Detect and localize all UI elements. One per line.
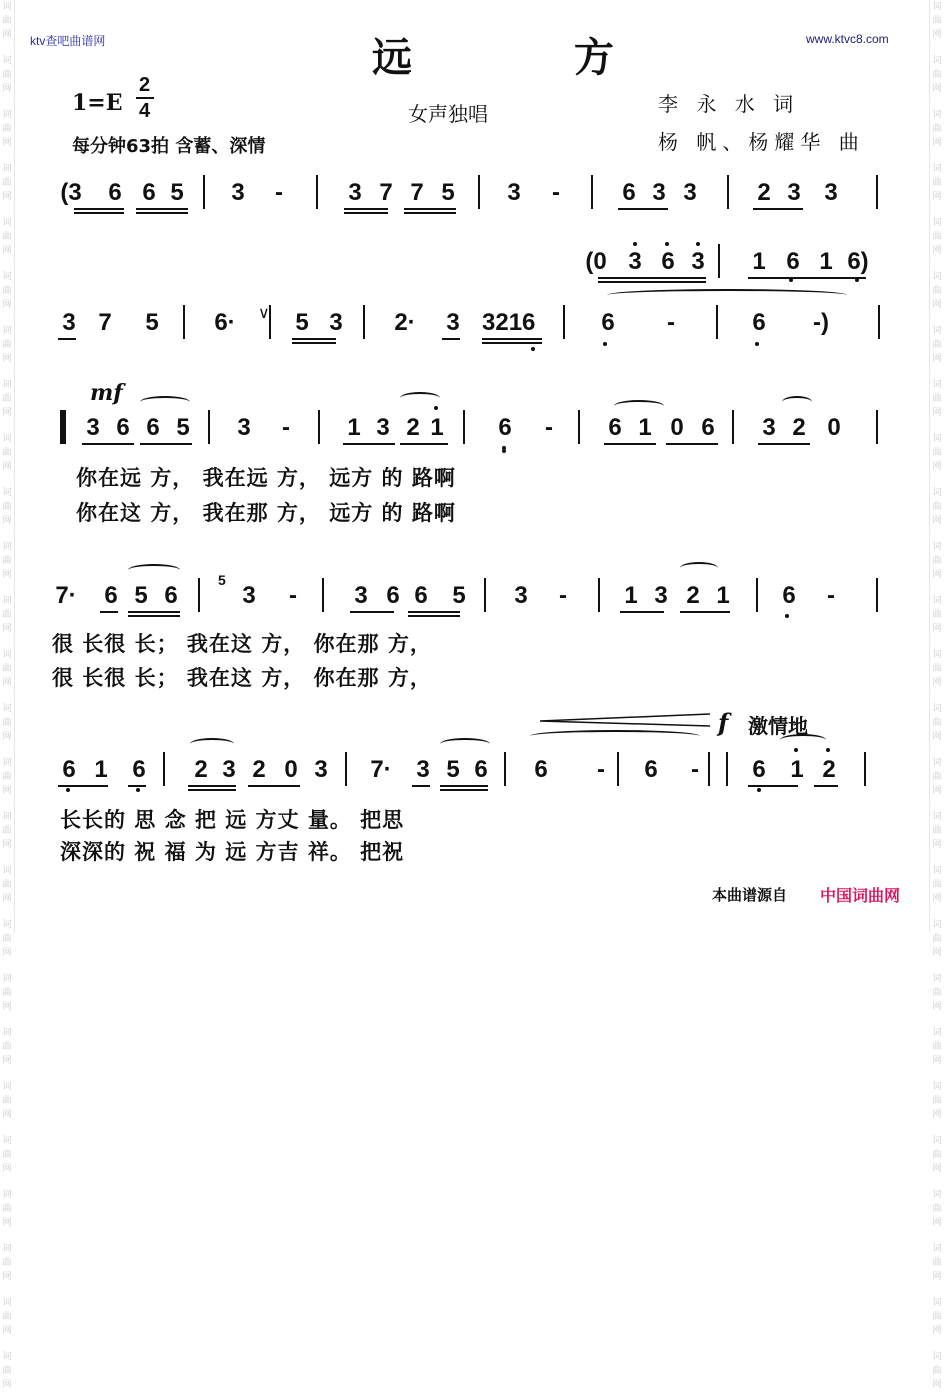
octave-dot [855,278,859,282]
underline [248,785,300,787]
note: 5 [170,179,184,206]
octave-dot [826,748,830,752]
note: 6 [752,309,766,336]
lyric-row-4-verse-2: 很 长很 长； 我在这 方， 你在那 方， [52,665,432,690]
note: 3 [348,179,362,206]
barline [598,578,600,612]
underline [618,208,668,210]
note: 6 [601,309,615,336]
staff-row-2 [0,305,943,345]
note: 2 [252,756,266,783]
note: 5 [134,582,148,609]
side-watermark-text: 词曲网 [932,2,942,40]
barline [163,752,165,786]
source-site-link[interactable]: 中国词曲网 [820,886,901,905]
underline [82,443,134,445]
tie-arc [400,392,440,404]
note: 1 [638,414,652,441]
note: 5 [145,309,159,336]
note: 6 [116,414,130,441]
repeat-barline [60,410,66,444]
note: 3 [762,414,776,441]
lyric-row-3-verse-1: 你在远 方， 我在远 方， 远方 的 路啊 [76,465,456,490]
tie-arc [782,396,812,408]
note: 6 [474,756,488,783]
side-watermark-text: 词曲网 [932,164,942,202]
side-watermark-text: 词曲网 [2,56,12,94]
note: 3 [329,309,343,336]
note: 6 [414,582,428,609]
note: 6 [701,414,715,441]
note: 1 [716,582,730,609]
note: 6 [752,756,766,783]
side-watermark-text: 词曲网 [2,488,12,526]
barline [718,244,720,278]
note: 2· [394,309,416,336]
side-watermark-text: 词曲网 [2,974,12,1012]
note: - [552,179,560,206]
note: 3 [86,414,100,441]
octave-dot [696,242,700,246]
note: 3 [787,179,801,206]
side-watermark-text: 词曲网 [932,1244,942,1282]
side-watermark-text: 词曲网 [2,596,12,634]
note: - [667,309,675,336]
note: 1 [430,414,444,441]
staff-row-1 [0,175,943,215]
barline [716,305,718,339]
side-watermark-text: 词曲网 [2,866,12,904]
note: 3 [222,756,236,783]
tie-arc [190,738,234,750]
side-watermark-text: 词曲网 [932,704,942,742]
note: -) [813,309,829,336]
note: 5 [446,756,460,783]
side-watermark-text: 词曲网 [2,704,12,742]
note: 6 [386,582,400,609]
note: 2 [792,414,806,441]
note: 7 [410,179,424,206]
right-header-watermark: www.ktvc8.com [806,32,889,46]
tie-arc [780,734,826,746]
side-watermark-text: 词曲网 [2,920,12,958]
barline [504,752,506,786]
note: 1 [790,756,804,783]
octave-dot [794,748,798,752]
note: - [275,179,283,206]
side-watermark-text: 词曲网 [932,596,942,634]
barline [345,752,347,786]
note: 3 [824,179,838,206]
note: 6 [146,414,160,441]
side-watermark-text: 词曲网 [2,2,12,40]
side-watermark-text: 词曲网 [2,1082,12,1120]
underline [136,208,188,214]
barline [876,410,878,444]
octave-dot [531,347,535,351]
right-watermark-strip [929,0,944,1390]
underline [100,611,118,613]
barline [484,578,486,612]
octave-dot [603,342,607,346]
barline [591,175,593,209]
note: 3 [354,582,368,609]
side-watermark-text: 词曲网 [932,110,942,148]
underline [412,785,430,787]
underline [758,443,810,445]
note: 1 [94,756,108,783]
side-watermark-text: 词曲网 [932,758,942,796]
note: - [597,756,605,783]
underline [408,611,460,617]
note: 6· [214,309,236,336]
note: 3 [691,248,705,275]
note: 6 [498,414,512,441]
side-watermark-text: 词曲网 [2,272,12,310]
lyric-row-4-verse-1: 很 长很 长； 我在这 方， 你在那 方， [52,631,432,656]
side-watermark-text: 词曲网 [2,110,12,148]
tie-arc [614,400,664,412]
time-signature-top: 2 [139,74,151,96]
barline [363,305,365,339]
underline [814,785,838,787]
underline [58,338,76,340]
expression-text: 激情地 [748,714,808,738]
underline [604,443,656,445]
tie-arc [530,730,700,742]
barline [617,752,619,786]
composer: 杨 帆、杨耀华 曲 [658,130,865,154]
note: 3 [683,179,697,206]
side-watermark-text: 词曲网 [932,218,942,256]
note: 7 [98,309,112,336]
note: 1 [819,248,833,275]
barline [878,305,880,339]
note: - [559,582,567,609]
underline [442,338,460,340]
note: 3 [314,756,328,783]
note: (3 [60,179,82,206]
note: - [691,756,699,783]
octave-dot [136,788,140,792]
note: - [827,582,835,609]
time-signature-bottom: 4 [139,100,151,122]
note: 7· [55,582,77,609]
barline [316,175,318,209]
underline [620,611,664,613]
barline [727,175,729,209]
side-watermark-text: 词曲网 [932,380,942,418]
side-watermark-text: 词曲网 [932,488,942,526]
barline [708,752,710,786]
note: 2 [194,756,208,783]
side-watermark-text: 词曲网 [932,272,942,310]
note: 2 [757,179,771,206]
staff-row-5 [0,752,943,792]
note: 3 [231,179,245,206]
note: 3 [446,309,460,336]
side-watermark-text: 词曲网 [2,218,12,256]
side-watermark-text: 词曲网 [932,1082,942,1120]
side-watermark-text: 词曲网 [932,326,942,364]
side-watermark-text: 词曲网 [2,650,12,688]
underline [400,443,448,445]
barline [756,578,758,612]
note: 6) [847,248,869,275]
note: 3 [242,582,256,609]
underline [128,785,146,787]
underline [350,611,394,613]
note: 6 [534,756,548,783]
octave-dot [633,242,637,246]
barline [318,410,320,444]
octave-dot [502,449,506,453]
left-header-watermark: ktv查吧曲谱网 [30,34,106,48]
note: - [545,414,553,441]
side-watermark-text: 词曲网 [932,974,942,1012]
note: 6 [132,756,146,783]
note: 3 [376,414,390,441]
side-watermark-text: 词曲网 [2,758,12,796]
underline [482,338,542,344]
note: - [289,582,297,609]
side-watermark-text: 词曲网 [932,650,942,688]
note: 3216 [482,309,536,336]
octave-dot [665,242,669,246]
note: 6 [782,582,796,609]
underline [748,785,798,787]
barline [198,578,200,612]
side-watermark-text: 词曲网 [2,1028,12,1066]
tie-arc [128,564,180,576]
underline [128,611,180,617]
note: 0 [284,756,298,783]
lyricist: 李 永 水 词 [658,92,800,116]
performer: 女声独唱 [408,102,488,126]
song-title: 远 方 [372,34,688,81]
octave-dot [757,788,761,792]
side-watermark-text: 词曲网 [932,1028,942,1066]
side-watermark-text: 词曲网 [932,1190,942,1228]
barline [478,175,480,209]
barline [876,578,878,612]
crescendo-hairpin [540,712,710,722]
barline [732,410,734,444]
side-watermark-text: 词曲网 [932,1298,942,1336]
octave-dot [434,406,438,410]
side-watermark-text: 词曲网 [932,434,942,472]
note: 6 [644,756,658,783]
barline [322,578,324,612]
side-watermark-text: 词曲网 [2,1352,12,1390]
staff-row-2-intro [0,244,943,284]
barline [726,752,728,786]
tie-arc [680,562,718,574]
side-watermark-text: 词曲网 [2,326,12,364]
underline [404,208,456,214]
underline [140,443,192,445]
left-watermark-strip [0,0,15,1390]
note: 6 [62,756,76,783]
underline [188,785,236,791]
note: 3 [416,756,430,783]
note: (0 [585,248,607,275]
octave-dot [785,614,789,618]
staff-row-4 [0,572,943,618]
source-label: 本曲谱源自 [712,886,788,904]
note: 5 [452,582,466,609]
side-watermark-text: 词曲网 [2,542,12,580]
tie-arc [440,738,490,750]
barline [183,305,185,339]
underline [680,611,730,613]
note: 6 [622,179,636,206]
barline [864,752,866,786]
note: 1 [624,582,638,609]
underline [440,785,488,791]
barline [463,410,465,444]
time-signature-line [136,97,154,99]
barline [563,305,565,339]
underline [753,208,803,210]
note: 0 [827,414,841,441]
note: 5 [441,179,455,206]
underline [344,208,388,214]
note: 0 [670,414,684,441]
octave-dot [66,788,70,792]
side-watermark-text: 词曲网 [2,1190,12,1228]
dynamic-mf: mf [90,380,123,406]
side-watermark-text: 词曲网 [2,1244,12,1282]
tempo-marking: 每分钟63拍 含蓄、深情 [72,136,266,157]
note: 2 [822,756,836,783]
note: 2 [686,582,700,609]
note: 3 [237,414,251,441]
note: 6 [104,582,118,609]
barline [203,175,205,209]
note: 5 [176,414,190,441]
note: 6 [164,582,178,609]
side-watermark-text: 词曲网 [932,920,942,958]
dynamic-f: f [718,708,729,737]
underline [58,785,108,787]
tie-arc [140,396,190,408]
side-watermark-text: 词曲网 [2,434,12,472]
note: 3 [507,179,521,206]
lyric-row-3-verse-2: 你在这 方， 我在那 方， 远方 的 路啊 [76,500,456,525]
barline [578,410,580,444]
note: 6 [661,248,675,275]
side-watermark-text: 词曲网 [2,812,12,850]
side-watermark-text: 词曲网 [932,542,942,580]
side-watermark-text: 词曲网 [932,1136,942,1174]
barline [876,175,878,209]
side-watermark-text: 词曲网 [932,56,942,94]
note: - [282,414,290,441]
note: 3 [514,582,528,609]
tie-arc [607,289,847,301]
note: 7 [379,179,393,206]
note: 1 [752,248,766,275]
lyric-row-5-verse-2: 深深的 祝 福 为 远 方吉 祥。 把祝 [60,839,405,864]
lyric-row-5-verse-1: 长长的 思 念 把 远 方丈 量。 把思 [60,807,405,832]
note: 6 [142,179,156,206]
note: 1 [347,414,361,441]
note: 6 [108,179,122,206]
note: 3 [628,248,642,275]
key-signature: 1=E [72,90,123,116]
side-watermark-text: 词曲网 [932,1352,942,1390]
note: 5 [295,309,309,336]
side-watermark-text: 词曲网 [2,380,12,418]
underline [598,277,706,283]
underline [748,277,866,279]
octave-dot [789,278,793,282]
note: 3 [652,179,666,206]
note: 6 [786,248,800,275]
breath-mark: ∨ [258,305,270,322]
note: 7· [370,756,392,783]
staff-row-3 [0,410,943,450]
underline [666,443,718,445]
octave-dot [755,342,759,346]
side-watermark-text: 词曲网 [932,812,942,850]
underline [74,208,124,214]
side-watermark-text: 词曲网 [2,1298,12,1336]
underline [343,443,395,445]
barline [208,410,210,444]
note: 3 [654,582,668,609]
note: 2 [406,414,420,441]
side-watermark-text: 词曲网 [2,1136,12,1174]
note: 6 [608,414,622,441]
side-watermark-text: 词曲网 [932,866,942,904]
underline [292,338,336,344]
grace-note: 5 [218,572,226,588]
side-watermark-text: 词曲网 [2,164,12,202]
note: 3 [62,309,76,336]
